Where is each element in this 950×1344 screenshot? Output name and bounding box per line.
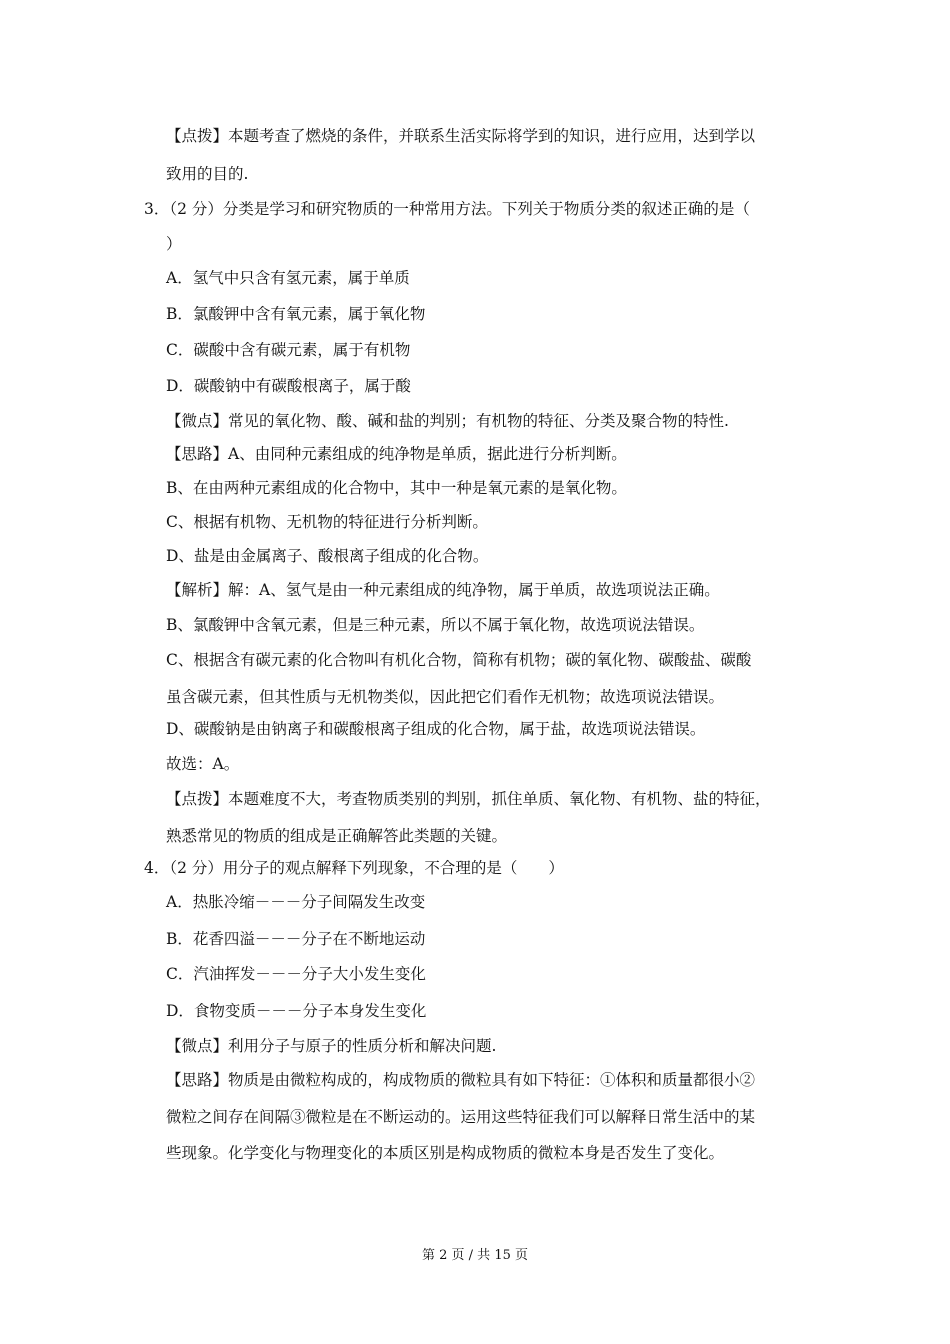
- text-line: 【思路】A、由同种元素组成的纯净物是单质，据此进行分析判断。: [166, 445, 627, 463]
- option-d: D．食物变质－－－分子本身发生变化: [166, 1002, 427, 1020]
- text-line: 熟悉常见的物质的组成是正确解答此类题的关键。: [166, 827, 508, 845]
- text-line: C、根据有机物、无机物的特征进行分析判断。: [166, 513, 488, 531]
- text-line: B、氯酸钾中含氧元素，但是三种元素，所以不属于氧化物，故选项说法错误。: [166, 616, 705, 634]
- question-4-stem: 4．（2 分）用分子的观点解释下列现象，不合理的是（ ）: [144, 859, 564, 877]
- option-d: D．碳酸钠中有碳酸根离子，属于酸: [166, 377, 411, 395]
- text-line: D、碳酸钠是由钠离子和碳酸根离子组成的化合物，属于盐，故选项说法错误。: [166, 720, 706, 738]
- text-line: B、在由两种元素组成的化合物中，其中一种是氧元素的是氧化物。: [166, 479, 627, 497]
- text-line: ）: [166, 235, 182, 253]
- text-line: 【微点】利用分子与原子的性质分析和解决问题.: [166, 1037, 497, 1055]
- text-line: 【点拨】本题难度不大，考查物质类别的判别，抓住单质、氧化物、有机物、盐的特征，: [166, 790, 771, 808]
- text-line: 致用的目的.: [166, 165, 249, 183]
- option-a: A．热胀冷缩－－－分子间隔发生改变: [166, 893, 426, 911]
- text-line: D、盐是由金属离子、酸根离子组成的化合物。: [166, 547, 489, 565]
- text-line: 些现象。化学变化与物理变化的本质区别是构成物质的微粒本身是否发生了变化。: [166, 1144, 725, 1162]
- option-b: B．花香四溢－－－分子在不断地运动: [166, 930, 426, 948]
- text-line: 故选：A。: [166, 755, 240, 773]
- text-line: 【解析】解：A、氢气是由一种元素组成的纯净物，属于单质，故选项说法正确。: [166, 581, 720, 599]
- text-line: 【思路】物质是由微粒构成的，构成物质的微粒具有如下特征：①体积和质量都很小②: [166, 1071, 756, 1089]
- text-line: 【微点】常见的氧化物、酸、碱和盐的判别；有机物的特征、分类及聚合物的特性.: [166, 412, 729, 430]
- option-c: C．汽油挥发－－－分子大小发生变化: [166, 965, 426, 983]
- question-3-stem: 3．（2 分）分类是学习和研究物质的一种常用方法。下列关于物质分类的叙述正确的是（: [144, 200, 750, 218]
- option-b: B．氯酸钾中含有氧元素，属于氧化物: [166, 305, 426, 323]
- option-c: C．碳酸中含有碳元素，属于有机物: [166, 341, 411, 359]
- page-footer: 第 2 页 / 共 15 页: [422, 1248, 528, 1263]
- text-line: 虽含碳元素，但其性质与无机物类似，因此把它们看作无机物；故选项说法错误。: [166, 688, 725, 706]
- option-a: A．氢气中只含有氢元素，属于单质: [166, 269, 410, 287]
- text-line: C、根据含有碳元素的化合物叫有机化合物，简称有机物；碳的氧化物、碳酸盐、碳酸: [166, 651, 752, 669]
- text-line: 【点拨】本题考查了燃烧的条件，并联系生活实际将学到的知识，进行应用，达到学以: [166, 127, 756, 145]
- text-line: 微粒之间存在间隔③微粒是在不断运动的。运用这些特征我们可以解释日常生活中的某: [166, 1108, 756, 1126]
